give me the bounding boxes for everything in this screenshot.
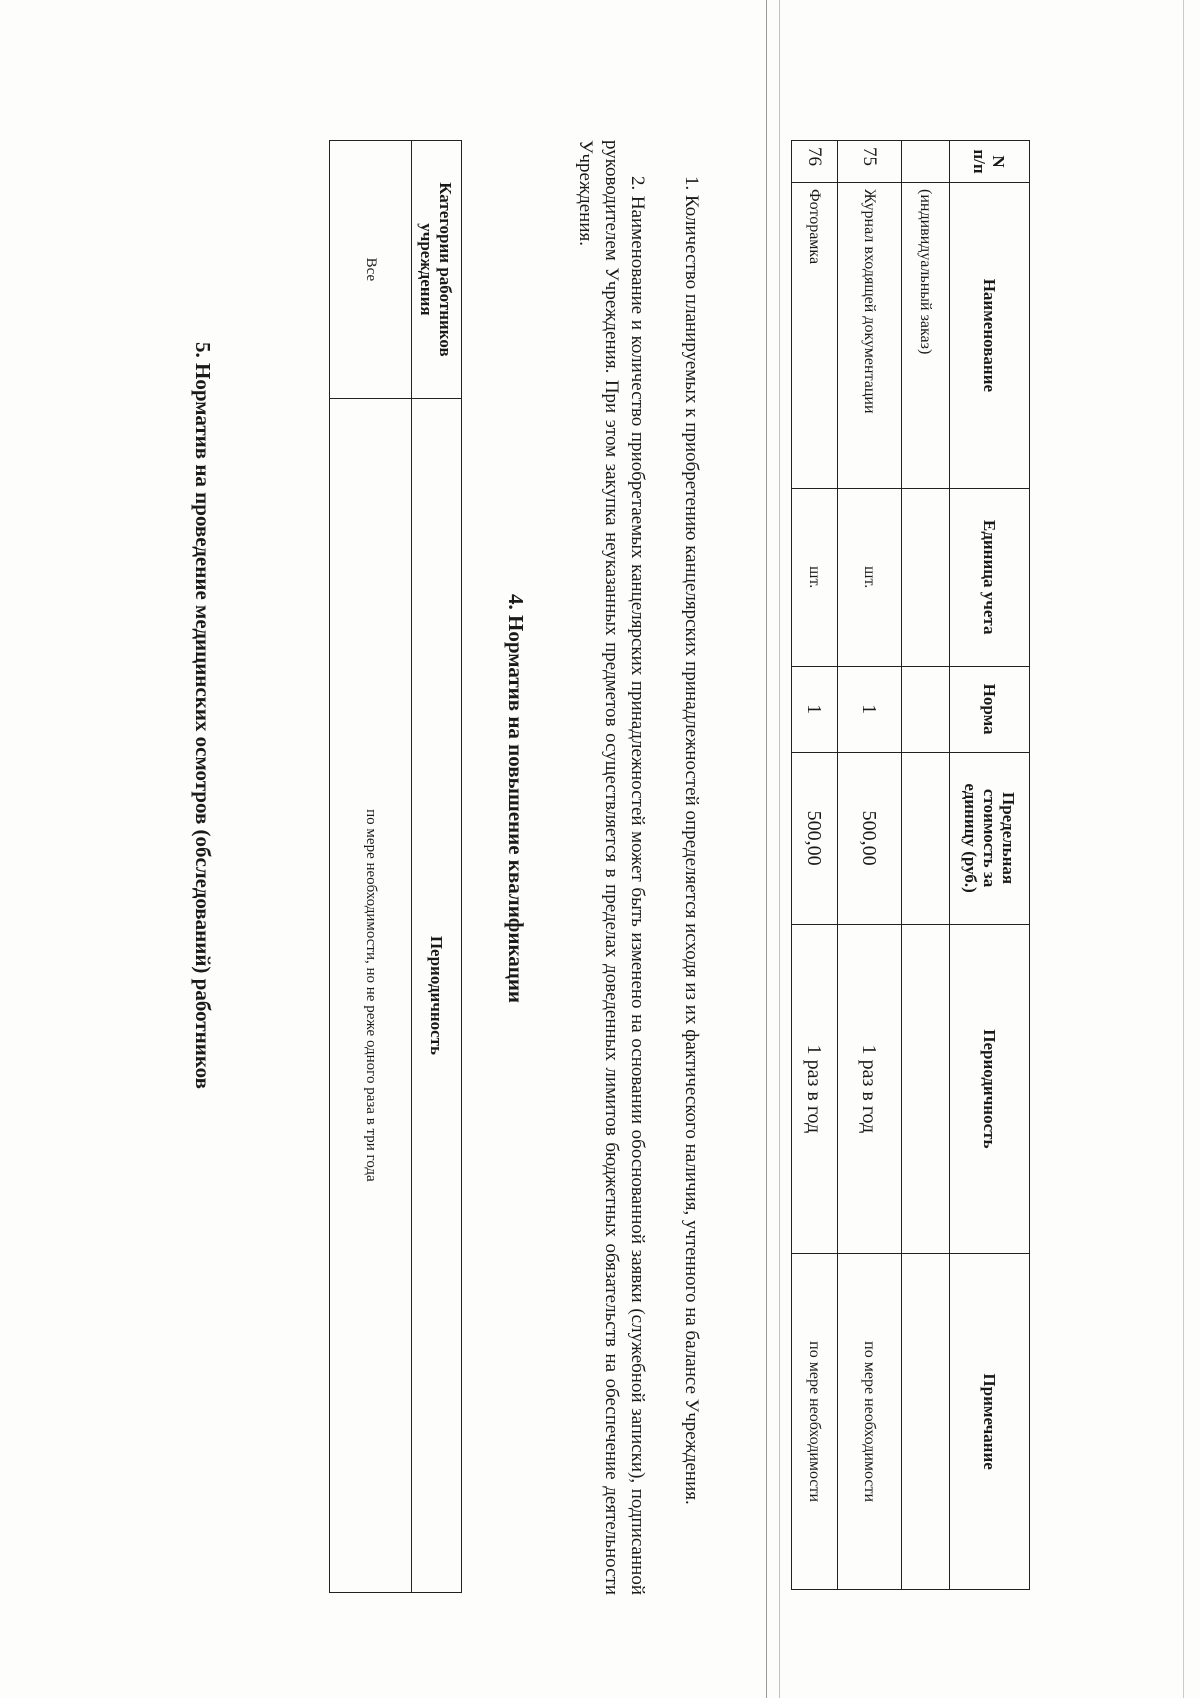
note-paragraph-2: 2. Наименование и количество приобретаемых канцелярских принадлежностей может быть изменено на основании обоснованной заявки (служебной записки), подписанной руководителем Учреждения. При этом закупка неуказанных предметов осуществляется в пределах доведенных лимитов бюджетных обязательств на обеспечение деятельности Учреждения. [575, 140, 648, 1595]
cell-number: 75 [838, 141, 902, 183]
cell-norm: 1 [792, 666, 838, 752]
scan-edge-line [766, 0, 767, 1698]
cell-periodicity: по мере необходимости, но не реже одного раза в три года [330, 398, 412, 1592]
cell-number: 76 [792, 141, 838, 183]
cell-note: по мере необходимости [838, 1254, 902, 1590]
cell-norm: 1 [838, 666, 902, 752]
col-header-employee-category: Категории работников учреждения [412, 141, 462, 399]
table-row [330, 141, 412, 1593]
col-header-number: N п/п [950, 141, 1030, 183]
col-header-name: Наименование [950, 182, 1030, 488]
cell-periodicity: 1 раз в год [792, 924, 838, 1254]
qualification-norms-table [329, 140, 462, 1593]
col-header-note: Примечание [950, 1254, 1030, 1590]
continuation-text: (индивидуальный заказ) [902, 182, 950, 488]
table-row [792, 141, 838, 1590]
cell-category: Все [330, 141, 412, 399]
stationery-norms-table [791, 140, 1030, 1590]
scan-edge-line [779, 0, 780, 1698]
cell-price: 500,00 [792, 752, 838, 924]
col-header-max-price: Предельная стоимость за единицу (руб.) [950, 752, 1030, 924]
scan-edge-line [1183, 0, 1184, 1698]
table-row [838, 141, 902, 1590]
col-header-norm: Норма [950, 666, 1030, 752]
cell-name: Журнал входящей документации [838, 182, 902, 488]
table-header-row [950, 141, 1030, 1590]
cell-price: 500,00 [838, 752, 902, 924]
note-paragraph-1: 1. Количество планируемых к приобретению канцелярских принадлежностей определяется исходя из их фактического наличия, учтенного на балансе Учреждения. [681, 176, 702, 1505]
col-header-periodicity: Периодичность [950, 924, 1030, 1254]
section-4-title: 4. Норматив на повышение квалификации [504, 594, 528, 1004]
col-header-periodicity: Периодичность [412, 398, 462, 1592]
cell-unit: шт. [792, 488, 838, 666]
cell-name: Фоторамка [792, 182, 838, 488]
cell-unit: шт. [838, 488, 902, 666]
cell-periodicity: 1 раз в год [838, 924, 902, 1254]
table-header-row [412, 141, 462, 1593]
cell-note: по мере необходимости [792, 1254, 838, 1590]
section-5-title: 5. Норматив на проведение медицинских осмотров (обследований) работников [191, 342, 215, 1089]
col-header-unit: Единица учета [950, 488, 1030, 666]
table-row [902, 141, 950, 1590]
